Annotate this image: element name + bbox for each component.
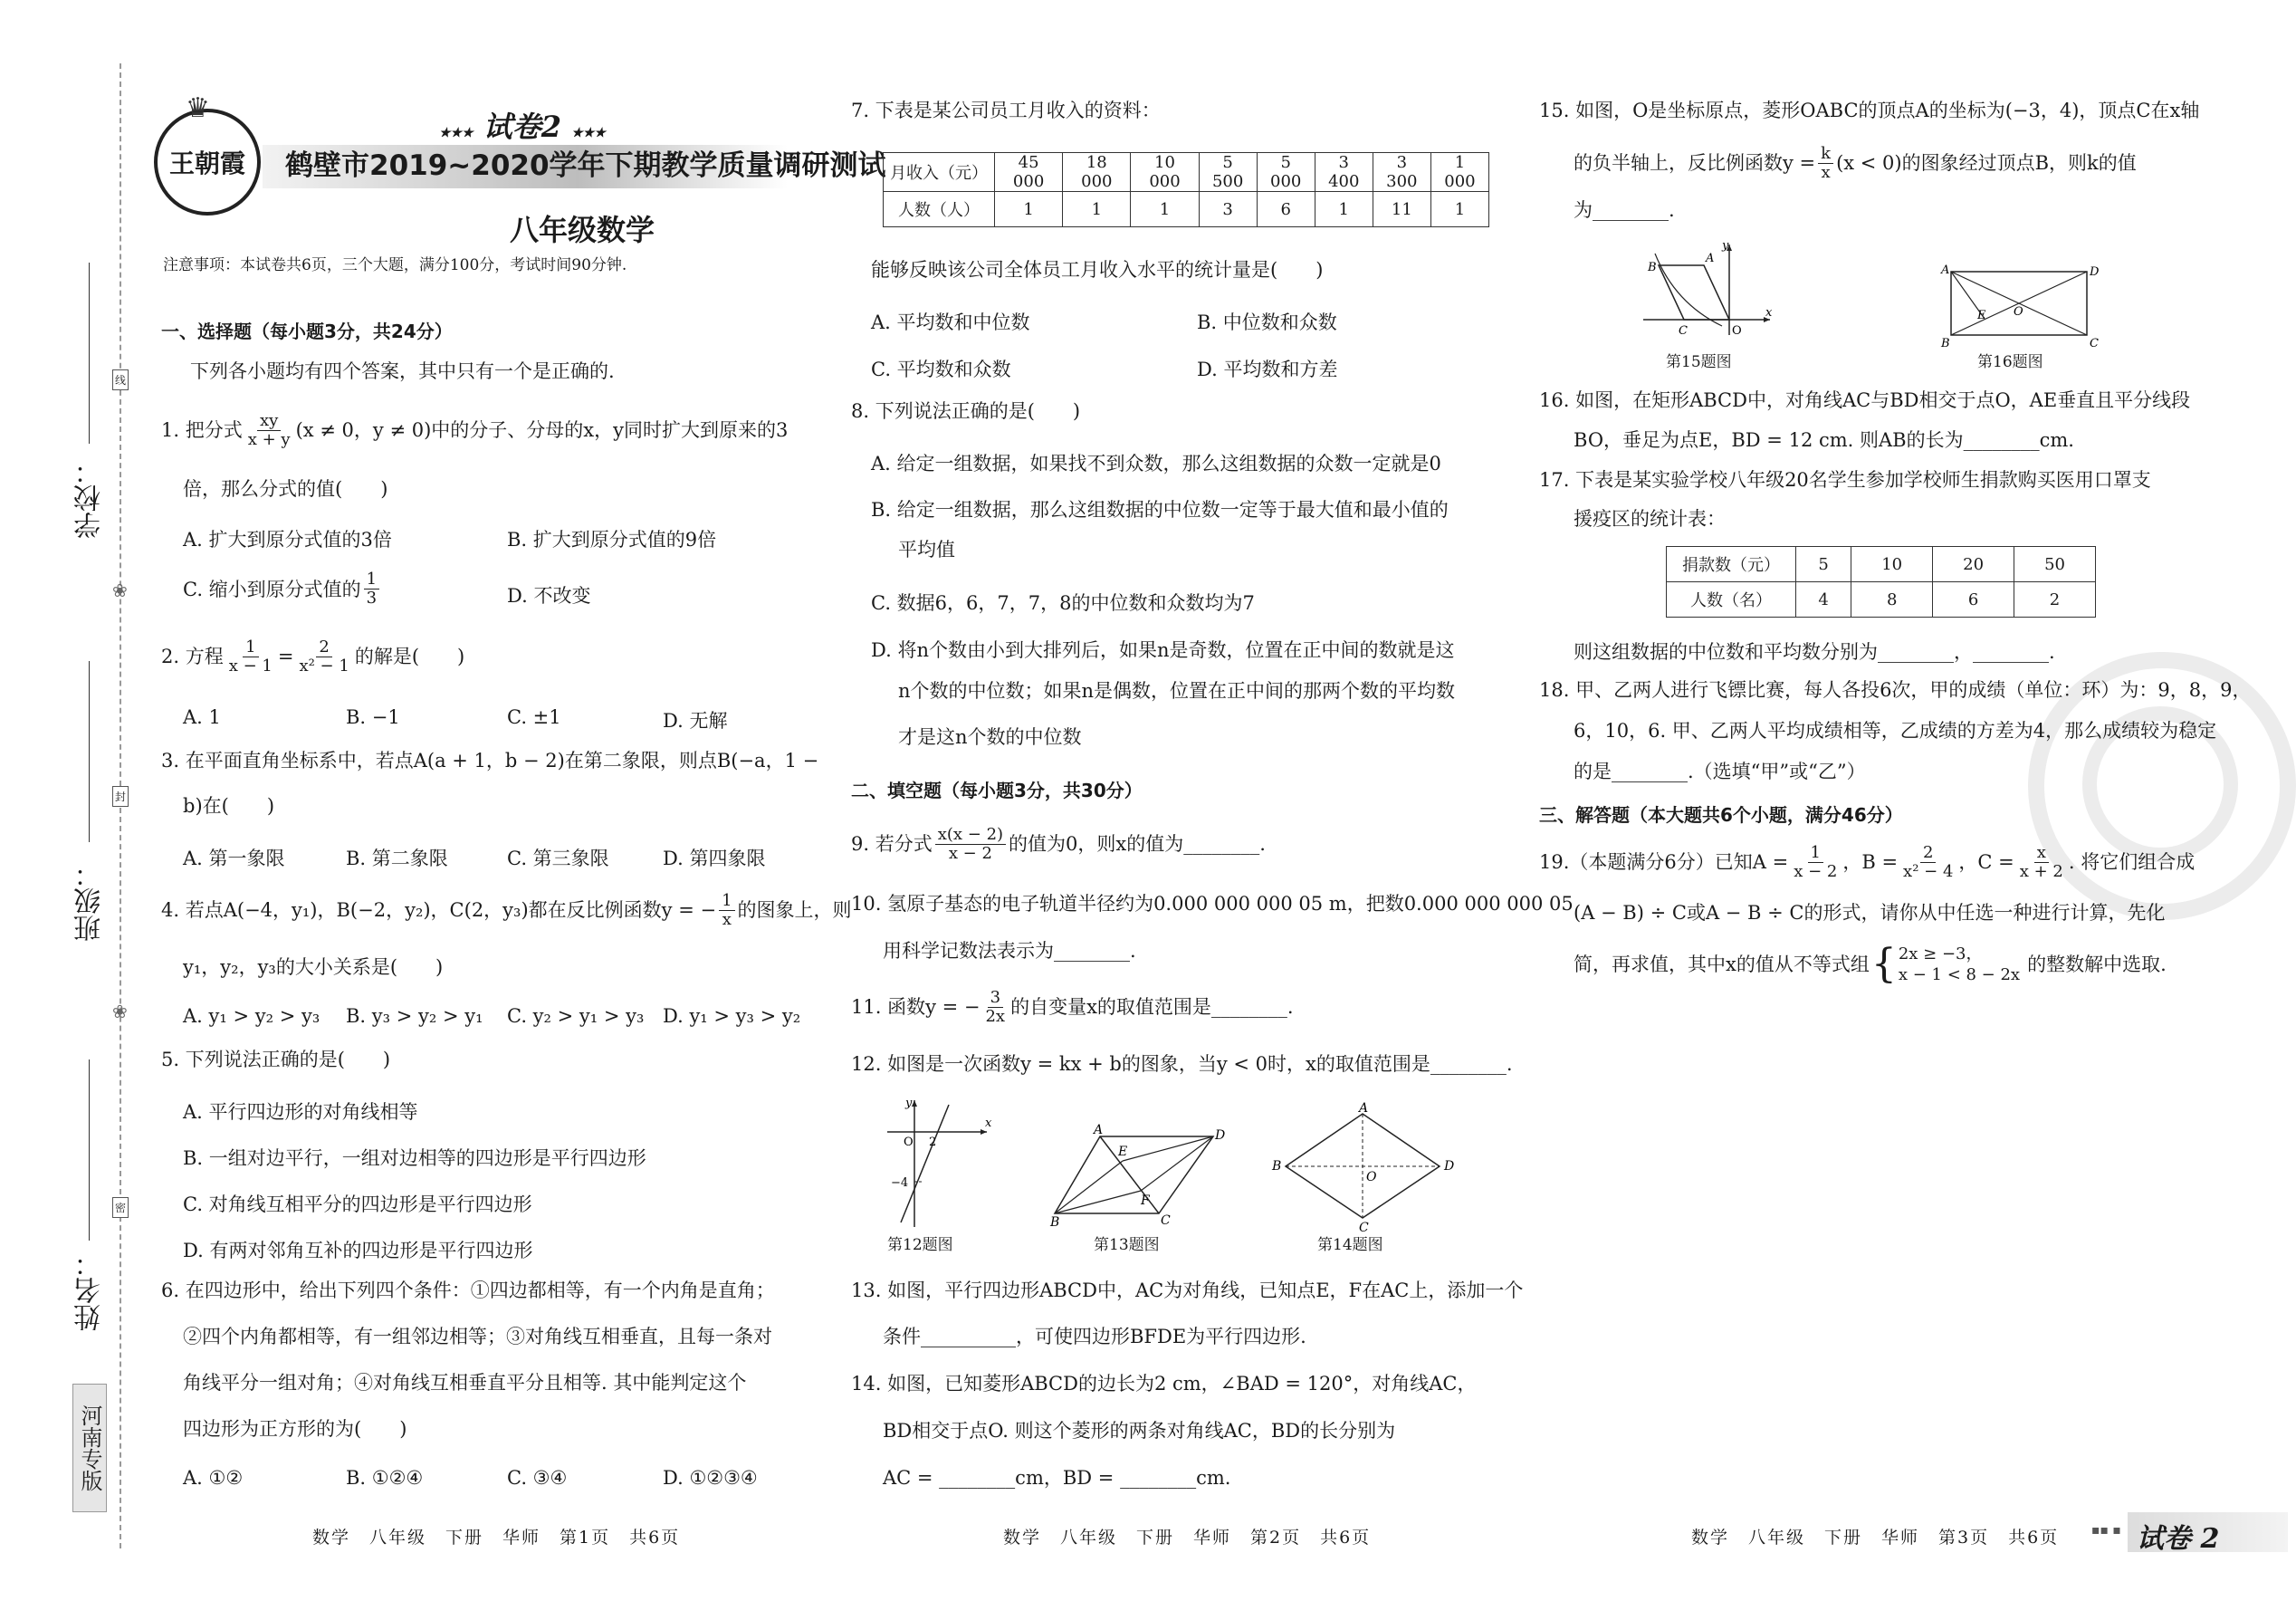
q14-text-2: BD相交于点O. 则这个菱形的两条对角线AC，BD的长分别为 <box>883 1420 1396 1442</box>
frac-den: 3 <box>366 588 378 608</box>
q14-text-3: AC = ________cm，BD = ________cm. <box>883 1467 1231 1489</box>
q19-stem-4: 的整数解中选取. <box>2027 953 2167 975</box>
table-cell: 1 <box>1131 192 1199 227</box>
q19-text-2: (A − B) ÷ C或A − B ÷ C的形式，请你从中任选一种进行计算，先化 <box>1574 902 2166 924</box>
table-cell: 5 000 <box>1257 153 1315 192</box>
table-cell: 10 000 <box>1131 153 1199 192</box>
svg-text:D: D <box>2090 265 2100 279</box>
name-label: 姓名： <box>74 1250 106 1331</box>
flower-ornament-icon: ❀ <box>112 1001 128 1022</box>
seal-feng: 封 <box>112 786 129 807</box>
q18-text: 18. 甲、乙两人进行飞镖比赛，每人各投6次，甲的成绩（单位：环）为：9，8，9， <box>1539 679 2252 701</box>
svg-text:B: B <box>1272 1159 1282 1174</box>
q15-text-2 <box>1574 145 2137 182</box>
table-cell: 6 <box>1257 192 1315 227</box>
svg-text:F: F <box>1141 1193 1150 1208</box>
class-label: 班级： <box>74 860 106 942</box>
q1-frac-den: x + y <box>247 429 291 449</box>
brace-icon: { <box>1870 941 1897 988</box>
svg-text:y: y <box>1722 239 1729 253</box>
frac-den: x − 1 <box>228 656 273 676</box>
table-cell: 5 <box>1796 547 1851 582</box>
q19-stem-3: 简，再求值，其中x的值从不等式组 <box>1574 953 1870 975</box>
table-row <box>1667 547 2096 582</box>
q8-text: 8. 下列说法正确的是( ) <box>851 400 1081 422</box>
q13-text: 13. 如图，平行四边形ABCD中，AC为对角线，已知点E，F在AC上，添加一个 <box>851 1280 1524 1301</box>
q11-fraction <box>982 989 1008 1026</box>
table-cell: 50 <box>2014 547 2096 582</box>
figure-12 <box>878 1096 996 1232</box>
q1-text <box>161 412 788 449</box>
table-cell: 3 300 <box>1373 153 1430 192</box>
frac-den: x + 2 <box>2019 861 2063 881</box>
inequality-2: x − 1 < 8 − 2x <box>1898 965 2021 985</box>
seal-mi: 密 <box>112 1197 129 1218</box>
frac-num: 2 <box>316 638 331 657</box>
frac-den: x − 2 <box>1794 861 1838 881</box>
seal-xian: 线 <box>112 369 129 390</box>
q2-option-a[interactable]: A. 1 <box>183 706 221 728</box>
figure-16-caption: 第16题图 <box>1977 353 2043 371</box>
frac-num: 2 <box>1920 844 1936 863</box>
q14-text: 14. 如图，已知菱形ABCD的边长为2 cm，∠BAD = 120°，对角线AC， <box>851 1373 1477 1395</box>
q6-option-d[interactable]: D. ①②③④ <box>663 1467 758 1489</box>
page-3-footer: 数学 八年级 下册 华师 第3页 共6页 <box>1691 1528 2060 1548</box>
q2-text <box>161 638 464 676</box>
q6-text-4: 四边形为正方形的为( ) <box>183 1418 407 1440</box>
q2-fraction-2 <box>296 638 351 676</box>
q15-stem: 的负半轴上，反比例函数y = <box>1574 151 1816 174</box>
q2-option-d[interactable]: D. 无解 <box>663 710 728 732</box>
q2-stem: 2. 方程 <box>161 645 224 667</box>
frac-num: 1 <box>1808 844 1823 863</box>
q11-text <box>851 989 1294 1026</box>
q2-stem-2: 的解是( ) <box>354 645 465 667</box>
q8-option-d[interactable]: D. 将n个数由小到大排列后，如果n是奇数，位置在正中间的数就是这 <box>871 639 1455 661</box>
page-3-badge <box>2128 1512 2288 1555</box>
table-cell: 8 <box>1851 582 1933 618</box>
q11-stem-2: 的自变量x的取值范围是________. <box>1010 995 1294 1018</box>
svg-text:C: C <box>1359 1221 1369 1235</box>
footer-squares-icon: ▪▪ ▪ <box>2091 1523 2121 1538</box>
table-cell: 20 <box>1933 547 2014 582</box>
svg-text:E: E <box>1118 1145 1128 1159</box>
table-row <box>1667 582 2096 618</box>
q3-option-c[interactable]: C. 第三象限 <box>507 848 609 869</box>
svg-text:B: B <box>1050 1215 1060 1230</box>
svg-text:A: A <box>1706 252 1715 265</box>
q4-stem-2: 的图象上，则 <box>737 898 852 921</box>
page-2-footer: 数学 八年级 下册 华师 第2页 共6页 <box>1003 1528 1372 1548</box>
q9-stem: 9. 若分式 <box>851 832 933 855</box>
svg-text:x: x <box>1765 306 1773 320</box>
q2-option-c[interactable]: C. ±1 <box>507 706 561 728</box>
q4-text-cont: y₁，y₂，y₃的大小关系是( ) <box>183 956 444 978</box>
school-label: 学校： <box>74 457 106 539</box>
figure-14-caption: 第14题图 <box>1317 1236 1383 1254</box>
q5-option-a[interactable]: A. 平行四边形的对角线相等 <box>183 1101 418 1123</box>
table-cell: 1 <box>1430 192 1488 227</box>
q1-stem-2: (x ≠ 0，y ≠ 0)中的分子、分母的x，y同时扩大到原来的3 <box>295 418 789 441</box>
q17-text: 17. 下表是某实验学校八年级20名学生参加学校师生捐款购买医用口罩支 <box>1539 469 2151 491</box>
svg-text:O: O <box>2014 305 2023 319</box>
q9-text <box>851 826 1266 863</box>
q7-text: 7. 下表是某公司员工月收入的资料： <box>851 100 1161 121</box>
brand-logo <box>154 109 261 216</box>
svg-text:O: O <box>1732 324 1742 338</box>
section-1-note: 下列各小题均有四个答案，其中只有一个是正确的. <box>190 360 615 382</box>
q1-option-a[interactable]: A. 扩大到原分式值的3倍 <box>183 529 392 551</box>
table-cell: 3 <box>1199 192 1257 227</box>
svg-text:B: B <box>1648 261 1657 274</box>
q19-text <box>1539 844 2195 881</box>
figure-15-caption: 第15题图 <box>1666 353 1732 371</box>
svg-text:y: y <box>905 1097 913 1110</box>
q6-text-3: 角线平分一组对角；④对角线互相垂直平分且相等. 其中能判定这个 <box>183 1372 747 1394</box>
table-row <box>884 192 1489 227</box>
svg-text:A: A <box>1359 1101 1369 1116</box>
logo-crown-icon: ♛ <box>186 92 210 124</box>
table-cell: 1 <box>1063 192 1131 227</box>
q8-option-a[interactable]: A. 给定一组数据，如果找不到众数，那么这组数据的众数一定就是0 <box>871 453 1441 474</box>
figure-13-caption: 第13题图 <box>1094 1236 1160 1254</box>
table-cell: 1 <box>995 192 1063 227</box>
q4-option-a[interactable]: A. y₁ > y₂ > y₃ <box>183 1005 320 1027</box>
frac-den: x − 2 <box>948 843 992 863</box>
figure-15 <box>1639 240 1775 340</box>
q16-text-2: BO，垂足为点E，BD = 12 cm. 则AB的长为________cm. <box>1574 429 2074 451</box>
frac-den: x <box>1821 162 1831 182</box>
q19-text-3 <box>1574 941 2167 988</box>
q3-option-d[interactable]: D. 第四象限 <box>663 848 766 869</box>
q17-text-2: 援疫区的统计表： <box>1574 508 1726 530</box>
svg-text:O: O <box>1366 1170 1377 1184</box>
table-cell: 1 000 <box>1430 153 1488 192</box>
svg-text:D: D <box>1215 1128 1226 1143</box>
q3-text-cont: b)在( ) <box>183 795 275 817</box>
table-cell: 11 <box>1373 192 1430 227</box>
q1-stem: 1. 把分式 <box>161 418 243 441</box>
q17-question: 则这组数据的中位数和平均数分别为________，________. <box>1574 641 2055 663</box>
table-cell: 10 <box>1851 547 1933 582</box>
logo-text: 王朝霞 <box>168 149 245 178</box>
badge-text: 试卷 2 <box>2137 1523 2220 1555</box>
figure-14 <box>1272 1101 1455 1235</box>
q18-text-3: 的是________.（选填“甲”或“乙”） <box>1574 761 1866 782</box>
svg-text:A: A <box>1941 264 1950 277</box>
table-cell: 6 <box>1933 582 2014 618</box>
table-header-cell: 人数（人） <box>884 192 995 227</box>
svg-text:2: 2 <box>929 1136 937 1149</box>
q5-option-d[interactable]: D. 有两对邻角互补的四边形是平行四边形 <box>183 1240 533 1261</box>
q13-text-cont: 条件__________，可使四边形BFDE为平行四边形. <box>883 1326 1306 1347</box>
q1-frac-num: xy <box>257 412 281 431</box>
q5-text: 5. 下列说法正确的是( ) <box>161 1049 391 1070</box>
frac-num: 1 <box>364 570 379 590</box>
badge-text: 试卷2 <box>483 110 562 144</box>
q10-text-cont: 用科学记数法表示为________. <box>883 940 1136 962</box>
q15-text: 15. 如图，O是坐标原点，菱形OABC的顶点A的坐标为(−3，4)，顶点C在x轴 <box>1539 100 2200 121</box>
q17-donation-table <box>1666 546 2096 618</box>
notice: 注意事项：本试卷共6页，三个大题，满分100分，考试时间90分钟. <box>163 256 627 274</box>
q15-text-3: 为________. <box>1574 199 1675 221</box>
q19-fraction-b <box>1900 844 1956 881</box>
svg-text:A: A <box>1094 1123 1104 1137</box>
svg-text:x: x <box>985 1117 992 1130</box>
exam-title: 鹤壁市2019~2020学年下期教学质量调研测试 <box>285 149 886 182</box>
table-cell: 5 500 <box>1199 153 1257 192</box>
q15-stem-2: (x < 0)的图象经过顶点B，则k的值 <box>1836 151 2137 174</box>
q9-stem-2: 的值为0，则x的值为________. <box>1009 832 1266 855</box>
q2-option-b[interactable]: B. −1 <box>346 706 400 728</box>
q6-text-2: ②四个内角都相等，有一组邻边相等；③对角线互相垂直，且每一条对 <box>183 1326 772 1347</box>
svg-text:−4: −4 <box>891 1176 909 1190</box>
figure-12-caption: 第12题图 <box>887 1236 953 1254</box>
table-cell: 1 <box>1315 192 1373 227</box>
q4-text <box>161 892 852 929</box>
q3-option-a[interactable]: A. 第一象限 <box>183 848 285 869</box>
q3-text: 3. 在平面直角坐标系中，若点A(a + 1，b − 2)在第二象限，则点B(−a，1 − <box>161 750 819 772</box>
table-header-cell: 月收入（元） <box>884 153 995 192</box>
q4-option-b[interactable]: B. y₃ > y₂ > y₁ <box>346 1005 483 1027</box>
q16-text: 16. 如图，在矩形ABCD中，对角线AC与BD相交于点O，AE垂直且平分线段 <box>1539 389 2191 411</box>
q4-fraction <box>719 892 734 929</box>
table-header-cell: 捐款数（元） <box>1667 547 1796 582</box>
section-2-heading: 二、填空题（每小题3分，共30分） <box>851 780 1143 801</box>
frac-num: x(x − 2) <box>935 826 1006 845</box>
q8-option-d-cont-2: 才是这n个数的中位数 <box>898 726 1082 748</box>
q10-text: 10. 氢原子基态的电子轨道半径约为0.000 000 000 05 m，把数0.000 000 000 05 <box>851 893 1574 915</box>
q8-option-d-cont: n个数的中位数；如果n是偶数，位置在正中间的那两个数的平均数 <box>898 680 1456 702</box>
figure-16 <box>1937 263 2100 349</box>
table-row <box>884 153 1489 192</box>
inequality-system <box>1899 944 2020 986</box>
q7-option-c[interactable]: C. 平均数和众数 <box>871 359 1011 380</box>
svg-text:E: E <box>1977 309 1986 322</box>
q4-option-c[interactable]: C. y₂ > y₁ > y₃ <box>507 1005 645 1027</box>
q7-option-d[interactable]: D. 平均数和方差 <box>1197 359 1338 380</box>
q7-income-table <box>883 152 1489 227</box>
q6-option-b[interactable]: B. ①②④ <box>346 1467 424 1489</box>
svg-text:B: B <box>1941 337 1950 350</box>
svg-text:C: C <box>2090 337 2099 350</box>
q2-fraction-1 <box>226 638 275 676</box>
q4-stem: 4. 若点A(−4，y₁)，B(−2，y₂)，C(2，y₃)都在反比例函数y = − <box>161 898 717 921</box>
svg-text:O: O <box>904 1136 914 1149</box>
q1-option-c-text: C. 缩小到原分式值的 <box>183 579 361 601</box>
exam-badge <box>439 110 606 144</box>
svg-text:C: C <box>1679 324 1688 338</box>
q5-option-b[interactable]: B. 一组对边平行，一组对边相等的四边形是平行四边形 <box>183 1147 646 1169</box>
q19-fraction-c <box>2017 844 2066 881</box>
q1-option-c[interactable] <box>183 570 382 608</box>
q8-option-b-cont: 平均值 <box>898 539 955 561</box>
q3-option-b[interactable]: B. 第二象限 <box>346 848 448 869</box>
flower-ornament-icon: ❀ <box>112 580 128 601</box>
svg-text:C: C <box>1161 1213 1171 1228</box>
frac-num: 1 <box>243 638 258 657</box>
q1-fraction <box>245 412 293 449</box>
equals-sign: = <box>277 645 294 667</box>
q1-text-cont: 倍，那么分式的值( ) <box>183 478 388 500</box>
table-cell: 2 <box>2014 582 2096 618</box>
q19-b-label: ，B = <box>1842 850 1899 873</box>
frac-den: x² − 1 <box>299 656 349 676</box>
table-cell: 18 000 <box>1063 153 1131 192</box>
q12-text: 12. 如图是一次函数y = kx + b的图象，当y < 0时，x的取值范围是________. <box>851 1053 1513 1075</box>
figure-13 <box>1050 1123 1226 1232</box>
edition-label: 河南专版 <box>77 1404 102 1491</box>
q8-option-c[interactable]: C. 数据6，6，7，7，8的中位数和众数均为7 <box>871 592 1255 614</box>
table-cell: 4 <box>1796 582 1851 618</box>
frac-num: k <box>1818 145 1833 164</box>
q11-stem: 11. 函数y = − <box>851 995 981 1018</box>
q18-text-2: 6，10，6. 甲、乙两人平均成绩相等，乙成绩的方差为4，那么成绩较为稳定 <box>1574 720 2217 742</box>
star-icon: ★★★ <box>571 126 606 140</box>
table-cell: 45 000 <box>995 153 1063 192</box>
q7-option-b[interactable]: B. 中位数和众数 <box>1197 312 1337 333</box>
page-1-footer: 数学 八年级 下册 华师 第1页 共6页 <box>312 1528 681 1548</box>
q19-fraction-a <box>1791 844 1840 881</box>
section-3-heading: 三、解答题（本大题共6个小题，满分46分） <box>1539 804 1903 826</box>
frac-den: x <box>722 909 732 929</box>
subject-title: 八年级数学 <box>510 213 655 247</box>
star-icon: ★★★ <box>439 126 474 140</box>
q1-option-b[interactable]: B. 扩大到原分式值的9倍 <box>507 529 717 551</box>
q7-question: 能够反映该公司全体员工月收入水平的统计量是( ) <box>871 259 1324 281</box>
section-1-heading: 一、选择题（每小题3分，共24分） <box>161 321 453 342</box>
svg-text:D: D <box>1444 1159 1455 1174</box>
q6-option-c[interactable]: C. ③④ <box>507 1467 568 1489</box>
table-cell: 3 400 <box>1315 153 1373 192</box>
frac-num: x <box>2034 844 2049 863</box>
inequality-1: 2x ≥ −3， <box>1898 944 1983 963</box>
q1-option-d[interactable]: D. 不改变 <box>507 585 591 607</box>
q1-option-c-fraction <box>364 570 379 608</box>
q5-option-c[interactable]: C. 对角线互相平分的四边形是平行四边形 <box>183 1193 532 1215</box>
frac-num: 1 <box>719 892 734 911</box>
q9-fraction <box>935 826 1006 863</box>
q19-stem-2: . 将它们组合成 <box>2068 850 2196 873</box>
table-header-cell: 人数（名） <box>1667 582 1796 618</box>
frac-den: 2x <box>985 1006 1006 1026</box>
q19-stem: 19.（本题满分6分）已知A = <box>1539 850 1789 873</box>
q8-option-b[interactable]: B. 给定一组数据，那么这组数据的中位数一定等于最大值和最小值的 <box>871 499 1449 521</box>
q4-option-d[interactable]: D. y₁ > y₃ > y₂ <box>663 1005 801 1027</box>
frac-den: x² − 4 <box>1903 861 1954 881</box>
frac-num: 3 <box>988 989 1003 1008</box>
q19-c-label: ，C = <box>1958 850 2014 873</box>
q15-fraction <box>1818 145 1833 182</box>
q7-option-a[interactable]: A. 平均数和中位数 <box>871 312 1030 333</box>
q6-option-a[interactable]: A. ①② <box>183 1467 244 1489</box>
q6-text: 6. 在四边形中，给出下列四个条件：①四边都相等，有一个内角是直角； <box>161 1280 775 1301</box>
